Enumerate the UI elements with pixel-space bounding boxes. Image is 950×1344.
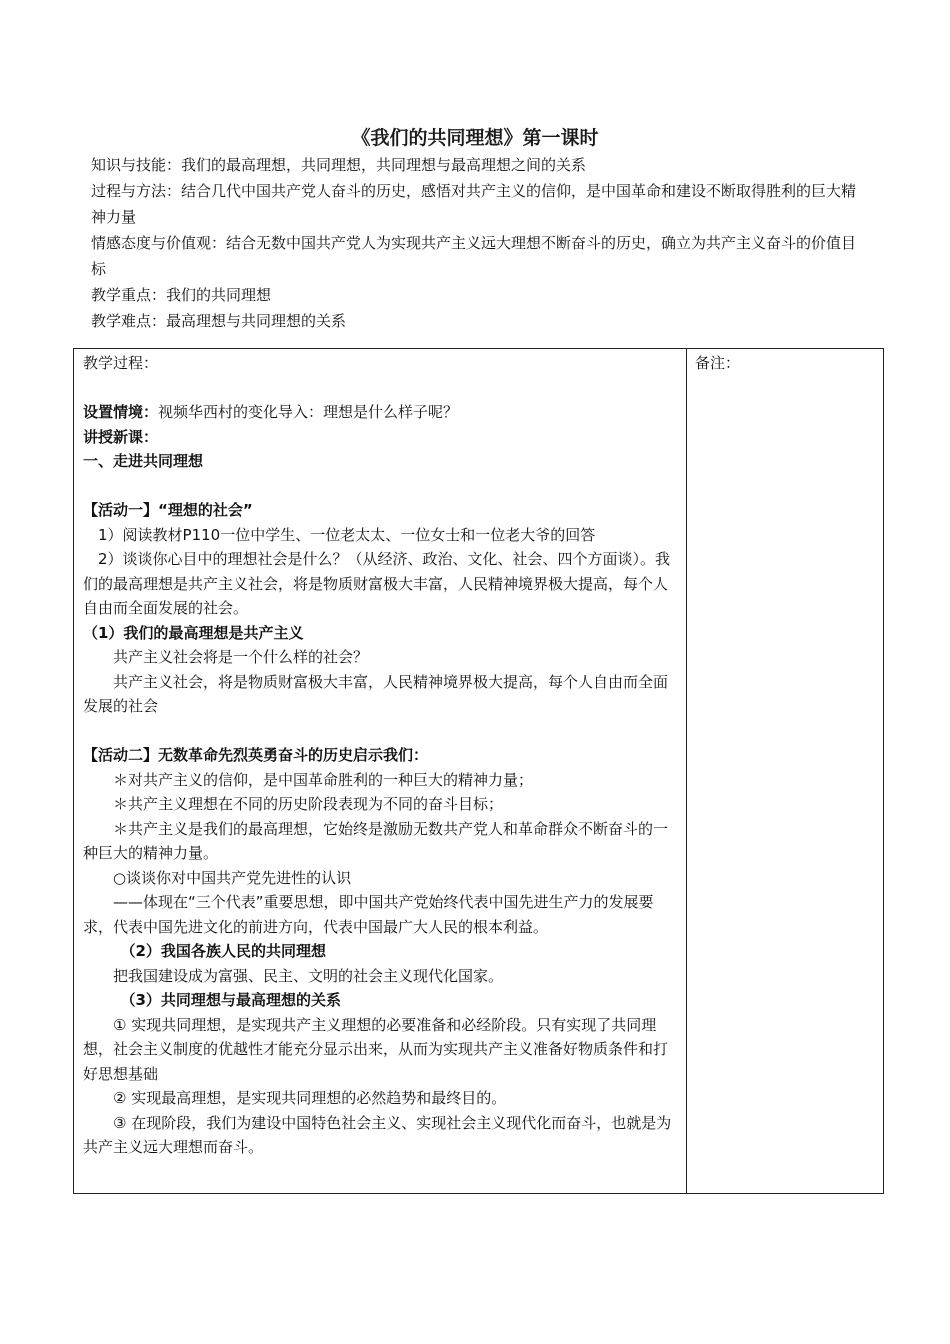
relation-item: ② 实现最高理想，是实现共同理想的必然趋势和最终目的。 — [113, 1089, 507, 1107]
objective-knowledge: 知识与技能：我们的最高理想，共同理想，共同理想与最高理想之间的关系 — [91, 156, 587, 174]
scenario-label: 设置情境： — [83, 403, 159, 421]
table-column-divider — [686, 349, 687, 1193]
objective-key-point: 教学重点：我们的共同理想 — [91, 286, 272, 304]
scenario-line — [83, 400, 679, 425]
subsection-text: 把我国建设成为富强、民主、文明的社会主义现代化国家。 — [113, 966, 504, 985]
objective-process: 过程与方法：结合几代中国共产党人奋斗的历史，感悟对共产主义的信仰，是中国革命和建设不断取得胜利的巨大精神力量 — [91, 182, 857, 226]
objective-values: 情感态度与价值观：结合无数中国共产党人为实现共产主义远大理想不断奋斗的历史，确立为共产主义奋斗的价值目标 — [91, 234, 857, 278]
lesson-table — [73, 348, 884, 1194]
activity2-item: ＊共产主义是我们的最高理想，它始终是激励无数共产党人和革命群众不断奋斗的一种巨大的精神力量。 — [83, 819, 669, 862]
teaching-process-column — [83, 351, 679, 1160]
subsection-answer: 共产主义社会，将是物质财富极大丰富，人民精神境界极大提高，每个人自由而全面发展的社会 — [83, 672, 669, 715]
process-label: 教学过程： — [83, 354, 159, 372]
discussion-question: ○谈谈你对中国共产党先进性的认识 — [113, 868, 352, 887]
activity2-title: 【活动二】无数革命先烈英勇奋斗的历史启示我们： — [83, 746, 429, 764]
scenario-text: 视频华西村的变化导入：理想是什么样子呢？ — [158, 403, 459, 421]
relation-item: ① 实现共同理想，是实现共产主义理想的必要准备和必经阶段。只有实现了共同理想，社会主义制度的优越性才能充分显示出来，从而为实现共产主义准备好物质条件和打好思想基础 — [83, 1015, 669, 1083]
relation-item: ③ 在现阶段，我们为建设中国特色社会主义、实现社会主义现代化而奋斗，也就是为共产主义远大理想而奋斗。 — [83, 1113, 672, 1156]
new-lesson-heading: 讲授新课： — [83, 427, 159, 446]
lesson-objectives — [91, 152, 863, 334]
notes-label: 备注： — [695, 354, 741, 372]
document-title: 《我们的共同理想》第一课时 — [351, 127, 599, 149]
subsection-question: 共产主义社会将是一个什么样的社会？ — [113, 648, 369, 666]
activity2-item: ＊共产主义理想在不同的历史阶段表现为不同的奋斗目标； — [113, 795, 504, 813]
section-heading: 一、走进共同理想 — [83, 452, 204, 470]
subsection-title: （1）我们的最高理想是共产主义 — [83, 623, 304, 642]
activity2-item: ＊对共产主义的信仰，是中国革命胜利的一种巨大的精神力量； — [113, 770, 534, 789]
objective-difficulty: 教学难点：最高理想与共同理想的关系 — [91, 312, 347, 330]
discussion-answer: ——体现在“三个代表”重要思想，即中国共产党始终代表中国先进生产力的发展要求，代表中国先进文化的前进方向，代表中国最广大人民的根本利益。 — [83, 893, 654, 936]
subsection-title: （3）共同理想与最高理想的关系 — [120, 991, 341, 1009]
activity1-title: 【活动一】“理想的社会” — [83, 501, 253, 519]
notes-column — [695, 351, 875, 376]
subsection-title: （2）我国各族人民的共同理想 — [120, 942, 326, 960]
activity1-item: 1）阅读教材P110一位中学生、一位老太太、一位女士和一位老大爷的回答 — [98, 525, 596, 544]
activity1-item: 2）谈谈你心目中的理想社会是什么？（从经济、政治、文化、社会、四个方面谈）。我们的最高理想是共产主义社会，将是物质财富极大丰富，人民精神境界极大提高，每个人自由而全面发展的社会。 — [83, 550, 671, 617]
